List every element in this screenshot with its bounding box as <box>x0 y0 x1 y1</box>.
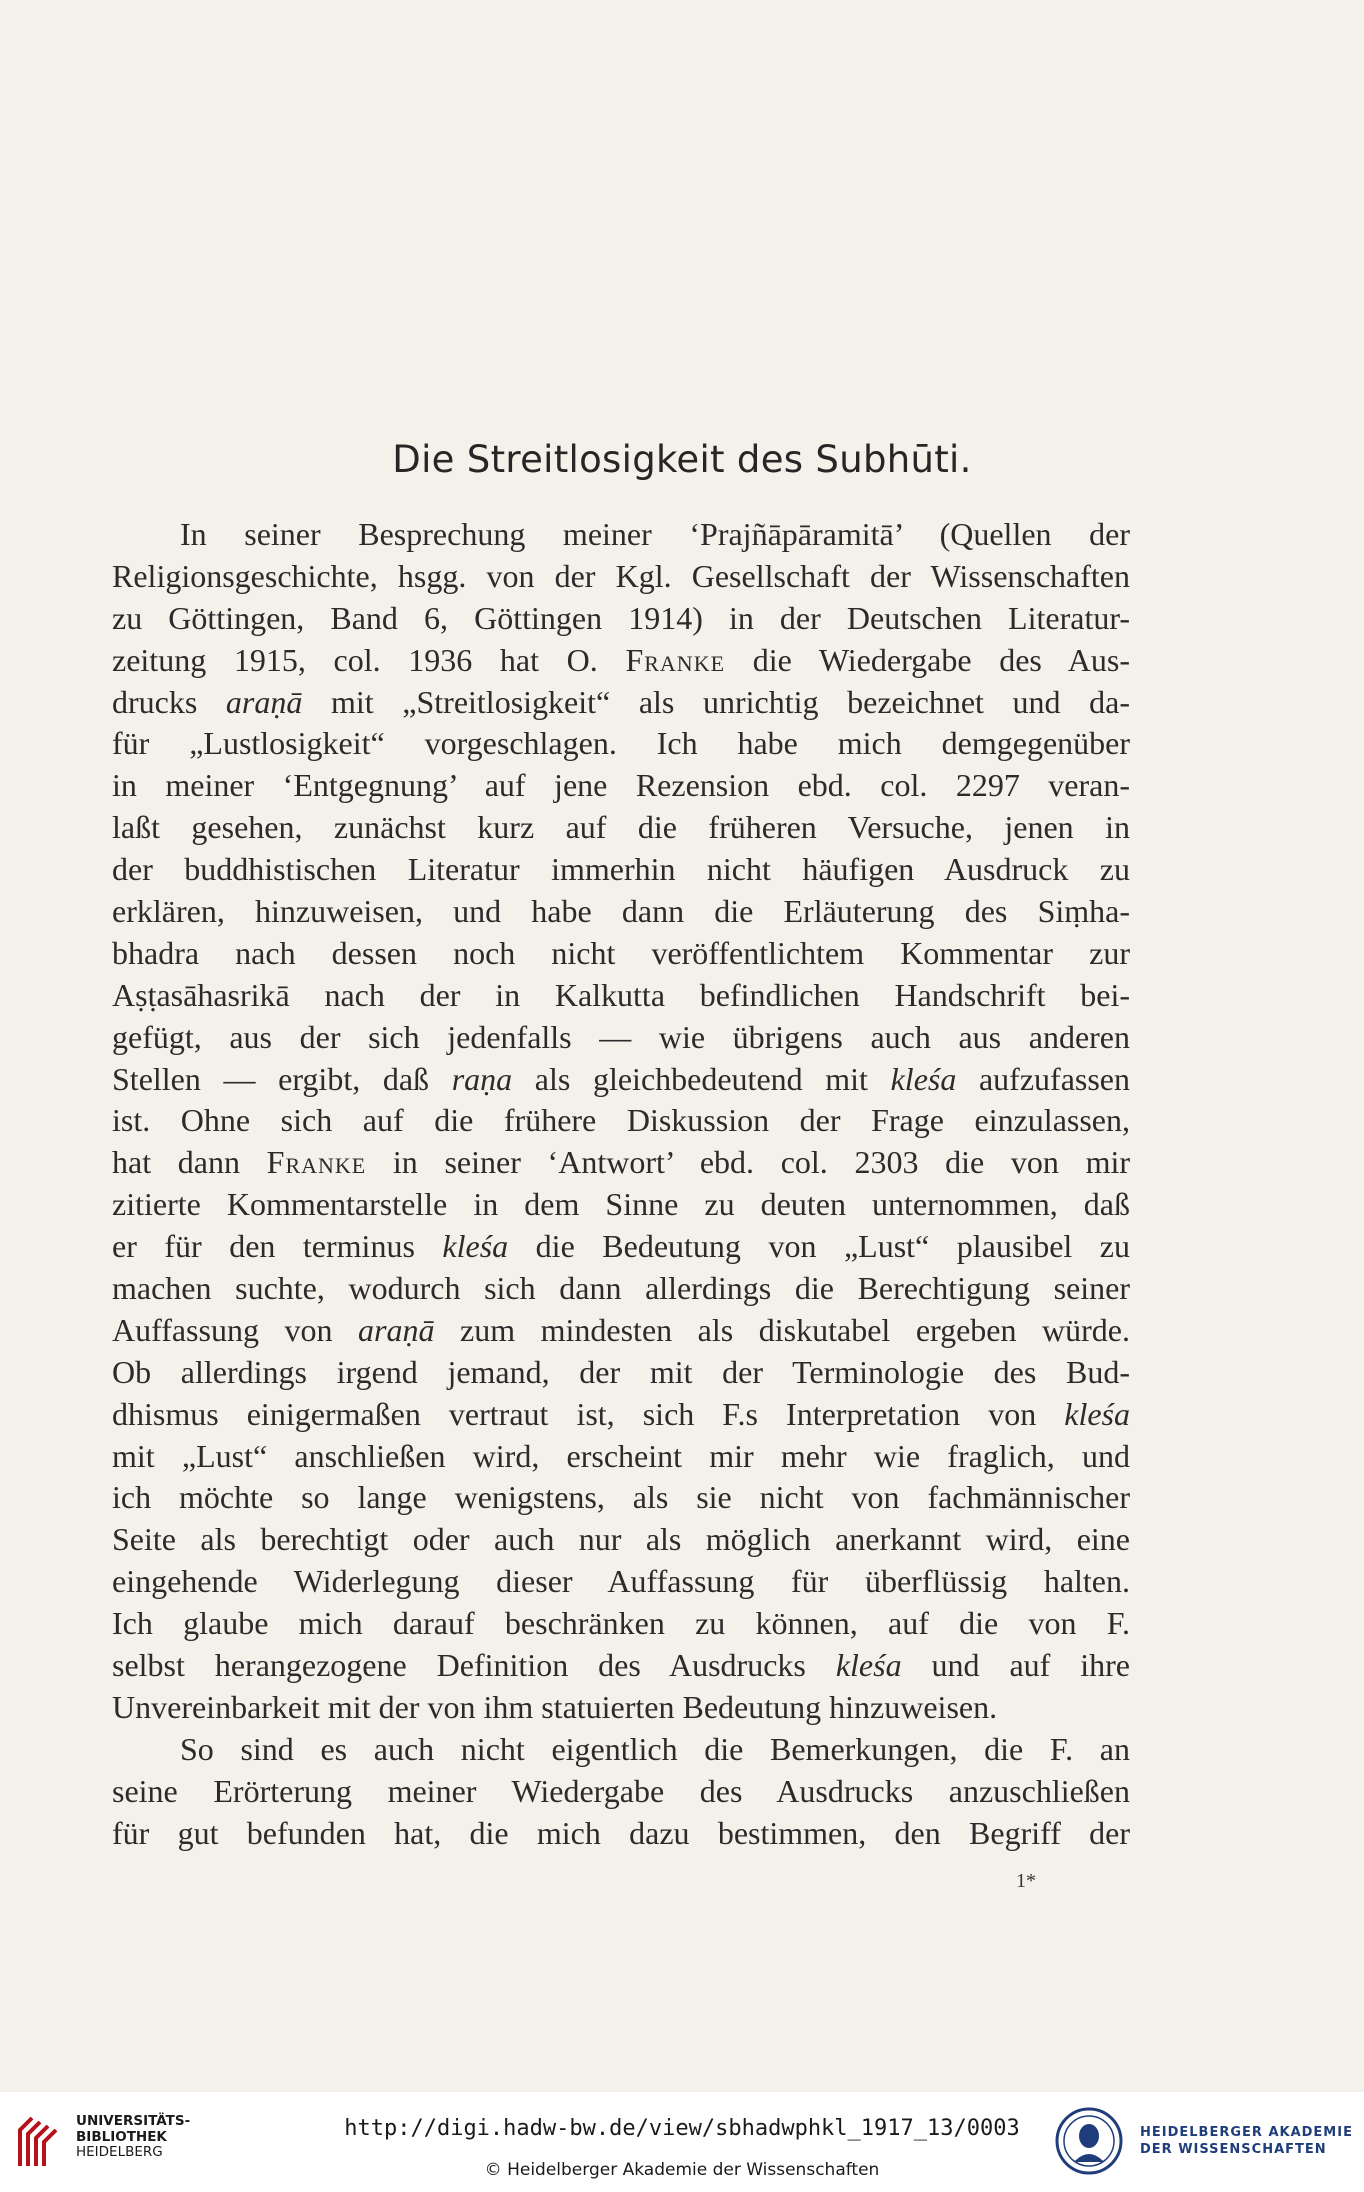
text-line: zu Göttingen, Band 6, Göttingen 1914) in der Deutschen Literatur- <box>112 599 1130 636</box>
page-title: Die Streitlosigkeit des Subhūti. <box>392 438 972 481</box>
permalink-url[interactable]: http://digi.hadw-bw.de/view/sbhadwphkl_1917_13/0003 <box>344 2116 1020 2141</box>
text-line: seine Erörterung meiner Wiedergabe des Ausdrucks anzuschließen <box>112 1772 1130 1809</box>
text-line: machen suchte, wodurch sich dann allerdings die Berechtigung seiner <box>112 1270 1130 1307</box>
library-line: BIBLIOTHEK <box>76 2128 167 2145</box>
academy-line: HEIDELBERGER AKADEMIE <box>1140 2125 1353 2140</box>
text-line: dhismus einigermaßen vertraut ist, sich F.s Interpretation von kleśa <box>112 1395 1130 1432</box>
library-line: UNIVERSITÄTS- <box>76 2113 191 2129</box>
text-line: Auffassung von araṇā zum mindesten als diskutabel ergeben würde. <box>112 1311 1131 1348</box>
body-text <box>112 514 1130 1855</box>
text-line: zitierte Kommentarstelle in dem Sinne zu deuten unternommen, daß <box>112 1186 1130 1223</box>
text-line: Ich glaube mich darauf beschränken zu können, auf die von F. <box>112 1605 1130 1642</box>
text-line: mit „Lust“ anschließen wird, erscheint mir mehr wie fraglich, und <box>112 1437 1130 1474</box>
text-line: drucks araṇā mit „Streitlosigkeit“ als unrichtig bezeichnet und da- <box>112 683 1130 720</box>
text-line: eingehende Widerlegung dieser Auffassung für überflüssig halten. <box>112 1563 1130 1600</box>
text-line: gefügt, aus der sich jedenfalls — wie übrigens auch aus anderen <box>112 1018 1130 1055</box>
academy-seal-icon <box>1054 2106 1124 2176</box>
text-line: So sind es auch nicht eigentlich die Bemerkungen, die F. an <box>180 1730 1130 1767</box>
copyright-notice: © Heidelberger Akademie der Wissenschaften <box>484 2160 880 2180</box>
text-line: er für den terminus kleśa die Bedeutung von „Lust“ plausibel zu <box>112 1228 1131 1265</box>
academy-line: DER WISSENSCHAFTEN <box>1140 2142 1327 2157</box>
text-line: Ob allerdings irgend jemand, der mit der Terminologie des Bud- <box>112 1353 1130 1390</box>
text-line: In seiner Besprechung meiner ‘Prajñāpāramitā’ (Quellen der <box>180 516 1130 552</box>
text-line: ist. Ohne sich auf die frühere Diskussion der Frage einzulassen, <box>112 1102 1130 1139</box>
text-line: für gut befunden hat, die mich dazu bestimmen, den Begriff der <box>112 1814 1130 1851</box>
academy-name <box>1140 2124 1353 2158</box>
text-line: zeitung 1915, col. 1936 hat O. Franke die Wiedergabe des Aus- <box>112 641 1131 678</box>
text-line: selbst herangezogene Definition des Ausdrucks kleśa und auf ihre <box>112 1647 1131 1684</box>
text-line: Seite als berechtigt oder auch nur als möglich anerkannt wird, eine <box>112 1521 1130 1558</box>
text-line: der buddhistischen Literatur immerhin nicht häufigen Ausdruck zu <box>112 851 1130 888</box>
text-line: laßt gesehen, zunächst kurz auf die früheren Versuche, jenen in <box>112 809 1130 846</box>
text-line: Unvereinbarkeit mit der von ihm statuierten Bedeutung hinzuweisen. <box>112 1688 998 1725</box>
signature-mark: 1* <box>1016 1870 1036 1892</box>
text-line: erklären, hinzuweisen, und habe dann die Erläuterung des Siṃha- <box>112 893 1130 930</box>
library-line: HEIDELBERG <box>76 2144 163 2160</box>
text-line: Aṣṭasāhasrikā nach der in Kalkutta befindlichen Handschrift bei- <box>112 976 1130 1013</box>
text-line: in meiner ‘Entgegnung’ auf jene Rezension ebd. col. 2297 veran- <box>112 767 1130 804</box>
text-line: ich möchte so lange wenigstens, als sie nicht von fachmännischer <box>112 1479 1130 1516</box>
text-line: für „Lustlosigkeit“ vorgeschlagen. Ich habe mich demgegenüber <box>112 725 1130 762</box>
text-line: Religionsgeschichte, hsgg. von der Kgl. Gesellschaft der Wissenschaften <box>112 557 1130 594</box>
text-line: hat dann Franke in seiner ‘Antwort’ ebd. col. 2303 die von mir <box>112 1144 1131 1181</box>
text-line: Stellen — ergibt, daß raṇa als gleichbedeutend mit kleśa aufzufassen <box>112 1060 1131 1097</box>
text-line: bhadra nach dessen noch nicht veröffentlichtem Kommentar zur <box>112 934 1130 971</box>
